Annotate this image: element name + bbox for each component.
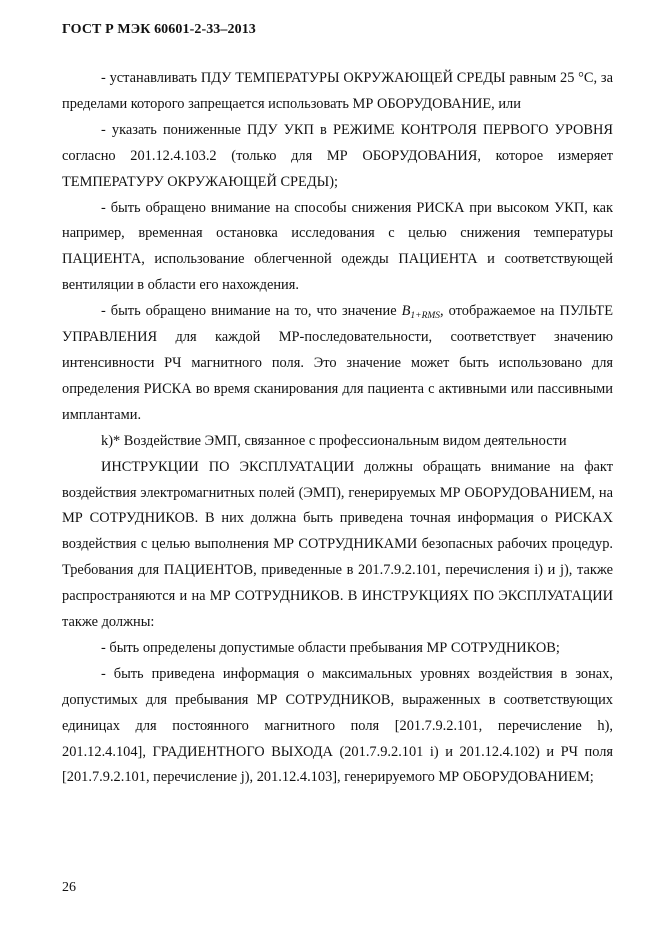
paragraph-b1rms-value bbox=[62, 299, 613, 429]
paragraph-reduced-sar-limits: - указать пониженные ПДУ УКП в РЕЖИМЕ КОНТРОЛЯ ПЕРВОГО УРОВНЯ согласно 201.12.4.103.2 (только для МР ОБОРУДОВАНИЯ, которое измеряет ТЕМПЕРАТУРУ ОКРУЖАЮЩЕЙ СРЕДЫ); bbox=[62, 121, 613, 190]
document-body bbox=[62, 66, 613, 791]
paragraph-ambient-temperature-limit: - устанавливать ПДУ ТЕМПЕРАТУРЫ ОКРУЖАЮЩЕЙ СРЕДЫ равным 25 °C, за пределами которого запрещается использовать МР ОБОРУДОВАНИЕ, или bbox=[62, 70, 613, 112]
paragraph-maximum-exposure-levels: - быть приведена информация о максимальных уровнях воздействия в зонах, допустимых для пребывания МР СОТРУДНИКОВ, выраженных в соответствующих единицах для постоянного магнитного поля [201.7.9.2.101, перечисление h), 201.12.4.104], ГРАДИЕНТНОГО ВЫХОДА (201.7.9.2.101 i) и 201.12.4.102) и РЧ поля [201.7.9.2.101, перечисление j), 201.12.4.103], генерируемого МР ОБОРУДОВАНИЕМ; bbox=[62, 665, 613, 786]
b1rms-text-after: , отображаемое на ПУЛЬТЕ УПРАВЛЕНИЯ для каждой МР-последовательности, соответствует значению интенсивности РЧ магнитного поля. Это значение может быть использовано для определения РИСКА во время сканирования для пациента с активными или пассивными имплантами. bbox=[62, 303, 613, 423]
paragraph-occupational-emf-heading: k)* Воздействие ЭМП, связанное с профессиональным видом деятельности bbox=[101, 432, 567, 449]
paragraph-allowed-areas: - быть определены допустимые области пребывания МР СОТРУДНИКОВ; bbox=[101, 639, 560, 656]
b1rms-text-before: - быть обращено внимание на то, что значение bbox=[101, 303, 402, 320]
b1rms-symbol: B bbox=[401, 303, 411, 320]
paragraph-risk-reduction-methods: - быть обращено внимание на способы снижения РИСКА при высоком УКП, как например, временная остановка исследования с целью снижения температуры ПАЦИЕНТА, использование облегченной одежды ПАЦИЕНТА и соответствующей вентиляции в области его нахождения. bbox=[62, 199, 613, 294]
document-header: ГОСТ Р МЭК 60601-2-33–2013 bbox=[62, 22, 256, 37]
b1rms-subscript: 1+RMS bbox=[410, 311, 441, 322]
paragraph-instructions-for-use: ИНСТРУКЦИИ ПО ЭКСПЛУАТАЦИИ должны обращать внимание на факт воздействия электромагнитных полей (ЭМП), генерируемых МР ОБОРУДОВАНИЕМ, на МР СОТРУДНИКОВ. В них должна быть приведена точная информация о РИСКАХ воздействия с целью выполнения МР СОТРУДНИКАМИ безопасных рабочих процедур. Требования для ПАЦИЕНТОВ, приведенные в 201.7.9.2.101, перечисления i) и j), также распространяются и на МР СОТРУДНИКОВ. В ИНСТРУКЦИЯХ ПО ЭКСПЛУАТАЦИИ также должны: bbox=[62, 458, 613, 631]
page-number: 26 bbox=[62, 880, 76, 895]
